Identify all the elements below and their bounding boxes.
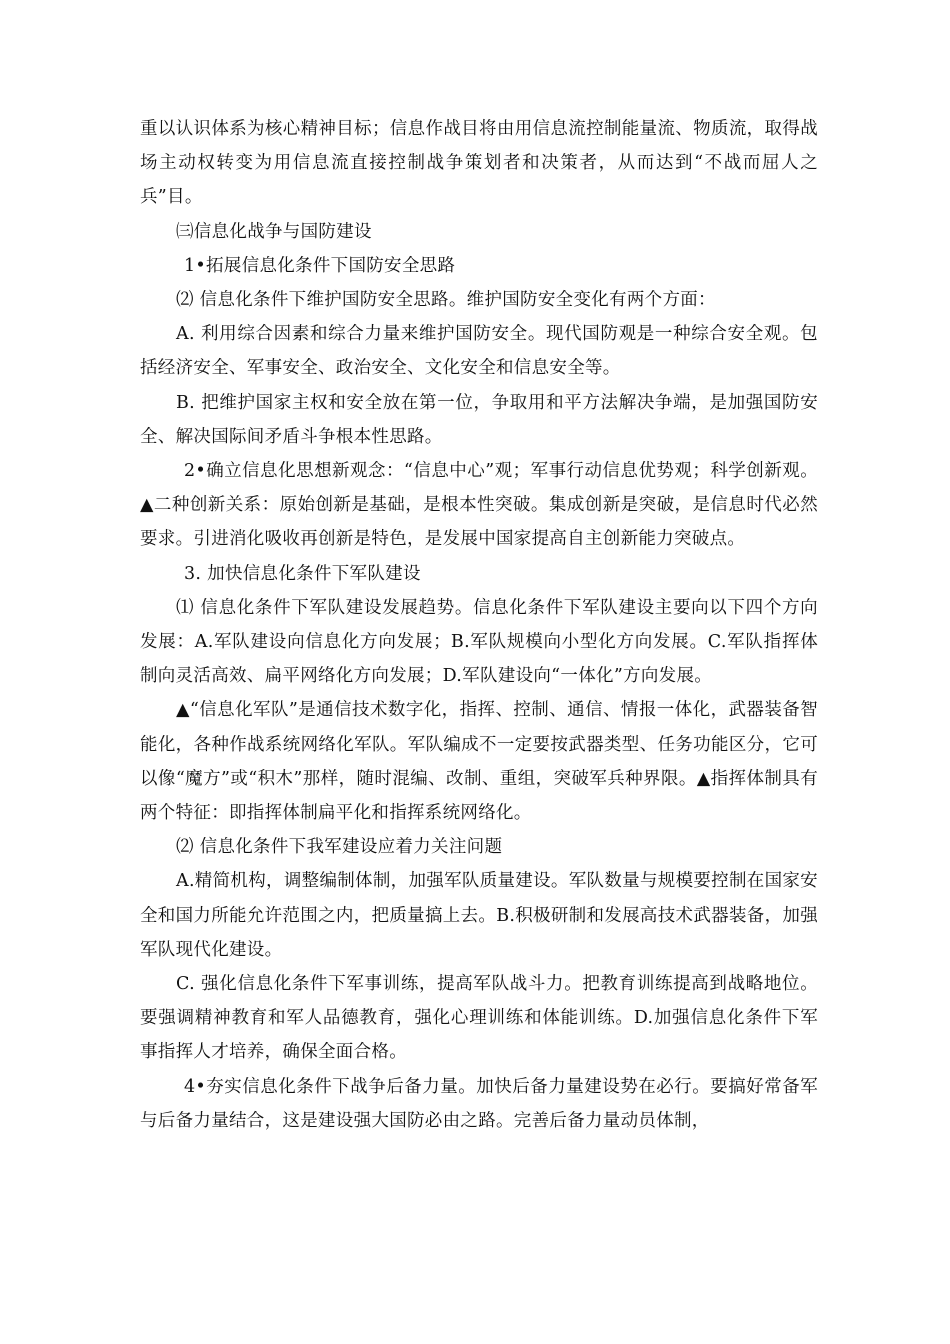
paragraph-item-c-training: C. 强化信息化条件下军事训练，提高军队战斗力。把教育训练提高到战略地位。要强调精神教育和军人品德教育，强化心理训练和体能训练。D.加强信息化条件下军事指挥人才培养，确保全面合格。 — [140, 974, 818, 1063]
paragraph-item-4-reserve: 4•夯实信息化条件下战争后备力量。加快后备力量建设势在必行。要搞好常备军与后备力量结合，这是建设强大国防必由之路。完善后备力量动员体制， — [140, 1076, 818, 1131]
subheading-3: 3. 加快信息化条件下军队建设 — [184, 563, 421, 584]
paragraph-item-1-trends: ⑴ 信息化条件下军队建设发展趋势。信息化条件下军队建设主要向以下四个方向发展：A.军队建设向信息化方向发展；B.军队规模向小型化方向发展。C.军队指挥体制向灵活高效、扁平网络化方向发展；D.军队建设向“一体化”方向发展。 — [140, 597, 818, 687]
paragraph-1: 重以认识体系为核心精神目标；信息作战目将由用信息流控制能量流、物质流，取得战场主动权转变为用信息流直接控制战争策划者和决策者，从而达到“不战而屈人之兵”目。 — [140, 119, 818, 208]
paragraph-item-b: B. 把维护国家主权和安全放在第一位，争取用和平方法解决争端，是加强国防安全、解决国际间矛盾斗争根本性思路。 — [140, 392, 818, 447]
paragraph-item-2-concepts: 2•确立信息化思想新观念：“信息中心”观；军事行动信息优势观；科学创新观。▲二种创新关系：原始创新是基础，是根本性突破。集成创新是突破，是信息时代必然要求。引进消化吸收再创新是特色，是发展中国家提高自主创新能力突破点。 — [140, 461, 818, 550]
paragraph-item-a: A. 利用综合因素和综合力量来维护国防安全。现代国防观是一种综合安全观。包括经济安全、军事安全、政治安全、文化安全和信息安全等。 — [140, 324, 818, 379]
paragraph-item-2-issues: ⑵ 信息化条件下我军建设应着力关注问题 — [176, 837, 503, 858]
document-body — [140, 112, 818, 1138]
paragraph-informatized-army: ▲“信息化军队”是通信技术数字化，指挥、控制、通信、情报一体化，武器装备智能化，各种作战系统网络化军队。军队编成不一定要按武器类型、任务功能区分，它可以像“魔方”或“积木”那样，随时混编、改制、重组，突破军兵种界限。▲指挥体制具有两个特征：即指挥体制扁平化和指挥系统网络化。 — [140, 700, 818, 824]
subheading-1: 1•拓展信息化条件下国防安全思路 — [184, 255, 456, 276]
paragraph-item-2: ⑵ 信息化条件下维护国防安全思路。维护国防安全变化有两个方面： — [176, 290, 716, 311]
section-heading-3: ㈢信息化战争与国防建设 — [176, 221, 372, 242]
paragraph-item-a-streamline: A.精简机构，调整编制体制，加强军队质量建设。军队数量与规模要控制在国家安全和国力所能允许范围之内，把质量搞上去。B.积极研制和发展高技术武器装备，加强军队现代化建设。 — [140, 871, 818, 960]
